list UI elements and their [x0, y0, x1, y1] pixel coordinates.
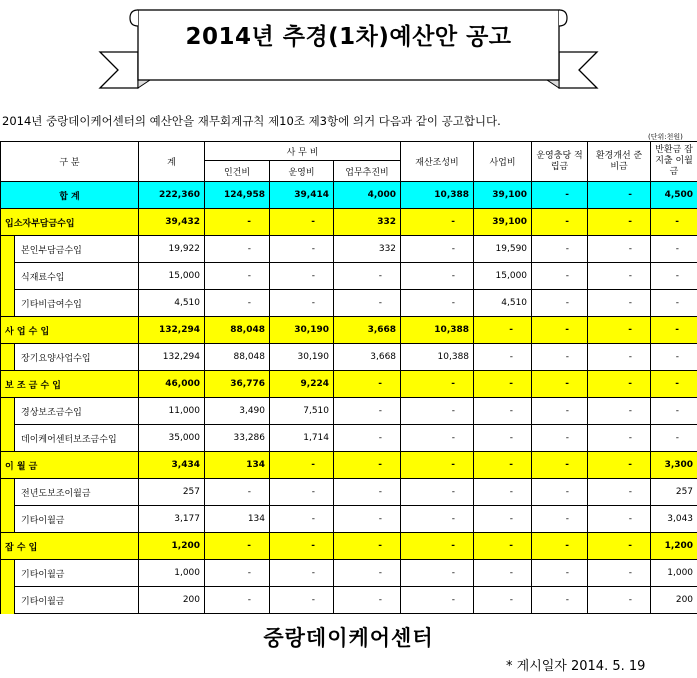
row-indent [1, 479, 15, 506]
cell-value: - [532, 371, 588, 398]
cell-value: - [334, 587, 401, 614]
cell-value: 257 [139, 479, 205, 506]
cell-value: - [651, 425, 697, 452]
row-indent [1, 344, 15, 371]
cell-value: - [532, 587, 588, 614]
cell-value: - [401, 560, 474, 587]
cell-value: - [474, 479, 532, 506]
table-row [1, 263, 697, 290]
cell-value: - [588, 425, 651, 452]
cell-value: - [532, 182, 588, 209]
cell-value: - [588, 479, 651, 506]
cell-value: - [401, 452, 474, 479]
cell-value: - [532, 263, 588, 290]
cell-value: - [588, 398, 651, 425]
cell-value: 1,200 [139, 533, 205, 560]
cell-value: - [588, 533, 651, 560]
cell-value: 10,388 [401, 182, 474, 209]
row-label: 장기요양사업수입 [15, 344, 139, 371]
cell-value: - [474, 398, 532, 425]
cell-value: - [532, 533, 588, 560]
cell-value: - [651, 344, 697, 371]
cell-value: - [205, 263, 270, 290]
cell-value: - [532, 425, 588, 452]
table-row [1, 506, 697, 533]
cell-value: 19,922 [139, 236, 205, 263]
page-title: 2014년 추경(1차)예산안 공고 [185, 24, 512, 50]
post-date: * 게시일자 2014. 5. 19 [506, 659, 646, 674]
cell-value: 222,360 [139, 182, 205, 209]
cell-value: 3,300 [651, 452, 697, 479]
row-indent [1, 398, 15, 425]
row-label: 전년도보조이월금 [15, 479, 139, 506]
cell-value: 30,190 [270, 317, 334, 344]
cell-value: 1,000 [139, 560, 205, 587]
cell-value: - [334, 371, 401, 398]
cell-value: 36,776 [205, 371, 270, 398]
cell-value: - [334, 290, 401, 317]
cell-value: 9,224 [270, 371, 334, 398]
cell-value: - [334, 452, 401, 479]
unit-label: (단위:천원) [648, 133, 683, 141]
header-office: 사 무 비 [205, 142, 401, 161]
row-label: 보 조 금 수 입 [1, 371, 139, 398]
cell-value: 39,100 [474, 209, 532, 236]
cell-value: - [401, 506, 474, 533]
footer-org-name: 중랑데이케어센터 [263, 626, 434, 650]
row-label: 잡 수 입 [1, 533, 139, 560]
cell-value: 332 [334, 209, 401, 236]
cell-value: - [270, 209, 334, 236]
cell-value: 200 [651, 587, 697, 614]
cell-value: 132,294 [139, 344, 205, 371]
cell-value: - [474, 452, 532, 479]
cell-value: - [474, 560, 532, 587]
cell-value: - [270, 560, 334, 587]
cell-value: - [205, 587, 270, 614]
cell-value: - [532, 290, 588, 317]
cell-value: 39,100 [474, 182, 532, 209]
cell-value: 134 [205, 506, 270, 533]
cell-value: - [401, 425, 474, 452]
cell-value: - [401, 398, 474, 425]
cell-value: - [474, 587, 532, 614]
group-row [1, 371, 697, 398]
cell-value: - [270, 263, 334, 290]
cell-value: - [532, 317, 588, 344]
row-indent [1, 236, 15, 263]
cell-value: - [588, 209, 651, 236]
cell-value: - [205, 290, 270, 317]
cell-value: 1,000 [651, 560, 697, 587]
cell-value: - [532, 398, 588, 425]
table-row [1, 236, 697, 263]
cell-value: - [532, 344, 588, 371]
cell-value: - [532, 452, 588, 479]
cell-value: - [270, 533, 334, 560]
cell-value: 3,490 [205, 398, 270, 425]
cell-value: - [334, 533, 401, 560]
budget-body [1, 182, 697, 614]
cell-value: 132,294 [139, 317, 205, 344]
cell-value: 4,500 [651, 182, 697, 209]
table-row [1, 560, 697, 587]
cell-value: 3,668 [334, 317, 401, 344]
cell-value: - [401, 587, 474, 614]
cell-value: - [588, 236, 651, 263]
cell-value: 88,048 [205, 317, 270, 344]
row-indent [1, 425, 15, 452]
row-label: 합 계 [1, 182, 139, 209]
cell-value: 4,000 [334, 182, 401, 209]
cell-value: - [588, 587, 651, 614]
title-ribbon-banner [0, 0, 697, 110]
header-project: 사업비 [474, 142, 532, 182]
cell-value: 3,434 [139, 452, 205, 479]
group-row [1, 317, 697, 344]
header-property: 재산조성비 [401, 142, 474, 182]
cell-value: - [474, 425, 532, 452]
cell-value: - [205, 479, 270, 506]
cell-value: - [334, 263, 401, 290]
header-promotion: 업무추진비 [334, 161, 401, 182]
table-row [1, 425, 697, 452]
table-row [1, 344, 697, 371]
cell-value: - [270, 479, 334, 506]
row-label: 입소자부담금수입 [1, 209, 139, 236]
cell-value: - [588, 506, 651, 533]
intro-text: 2014년 중랑데이케어센터의 예산안을 재무회계규칙 제10조 제3항에 의거 다음과 같이 공고합니다. [2, 114, 501, 128]
group-row [1, 452, 697, 479]
row-label: 데이케어센터보조금수입 [15, 425, 139, 452]
cell-value: - [334, 425, 401, 452]
cell-value: - [474, 533, 532, 560]
row-label: 식재료수입 [15, 263, 139, 290]
table-row [1, 290, 697, 317]
cell-value: 3,668 [334, 344, 401, 371]
cell-value: 124,958 [205, 182, 270, 209]
cell-value: - [651, 371, 697, 398]
cell-value: 4,510 [474, 290, 532, 317]
cell-value: - [588, 344, 651, 371]
row-indent [1, 506, 15, 533]
cell-value: - [401, 479, 474, 506]
cell-value: - [334, 479, 401, 506]
row-label: 기타비급여수입 [15, 290, 139, 317]
row-label: 이 월 금 [1, 452, 139, 479]
cell-value: - [401, 209, 474, 236]
cell-value: 332 [334, 236, 401, 263]
cell-value: 39,432 [139, 209, 205, 236]
row-indent [1, 587, 15, 614]
cell-value: - [588, 317, 651, 344]
table-row [1, 398, 697, 425]
cell-value: - [588, 371, 651, 398]
cell-value: - [532, 560, 588, 587]
row-label: 기타이월금 [15, 560, 139, 587]
row-indent [1, 560, 15, 587]
cell-value: - [651, 209, 697, 236]
cell-value: 10,388 [401, 344, 474, 371]
cell-value: - [474, 371, 532, 398]
header-category: 구 분 [1, 142, 139, 182]
cell-value: - [651, 236, 697, 263]
cell-value: - [474, 317, 532, 344]
cell-value: - [270, 452, 334, 479]
row-label: 기타이월금 [15, 587, 139, 614]
cell-value: 1,714 [270, 425, 334, 452]
row-indent [1, 263, 15, 290]
header-operation: 운영비 [270, 161, 334, 182]
cell-value: 134 [205, 452, 270, 479]
cell-value: - [532, 506, 588, 533]
header-environment-reserve: 환경개선 준비금 [588, 142, 651, 182]
row-label: 경상보조금수입 [15, 398, 139, 425]
cell-value: - [205, 533, 270, 560]
cell-value: 33,286 [205, 425, 270, 452]
cell-value: - [588, 452, 651, 479]
cell-value: - [334, 506, 401, 533]
row-label: 본인부담금수입 [15, 236, 139, 263]
cell-value: 3,043 [651, 506, 697, 533]
cell-value: - [651, 290, 697, 317]
header-operating-reserve: 운영충당 적립금 [532, 142, 588, 182]
cell-value: - [334, 398, 401, 425]
row-label: 기타이월금 [15, 506, 139, 533]
header-labor: 인건비 [205, 161, 270, 182]
cell-value: 35,000 [139, 425, 205, 452]
cell-value: - [532, 479, 588, 506]
cell-value: 15,000 [139, 263, 205, 290]
cell-value: - [270, 290, 334, 317]
cell-value: 30,190 [270, 344, 334, 371]
cell-value: - [205, 236, 270, 263]
cell-value: - [401, 263, 474, 290]
cell-value: 15,000 [474, 263, 532, 290]
cell-value: 257 [651, 479, 697, 506]
group-row [1, 209, 697, 236]
group-row [1, 533, 697, 560]
cell-value: 4,510 [139, 290, 205, 317]
cell-value: - [474, 344, 532, 371]
table-row [1, 479, 697, 506]
total-row [1, 182, 697, 209]
cell-value: 46,000 [139, 371, 205, 398]
cell-value: 200 [139, 587, 205, 614]
header-total: 계 [139, 142, 205, 182]
cell-value: - [588, 182, 651, 209]
budget-table [0, 141, 697, 614]
cell-value: - [401, 236, 474, 263]
cell-value: - [651, 398, 697, 425]
cell-value: - [401, 533, 474, 560]
cell-value: - [588, 560, 651, 587]
cell-value: - [651, 317, 697, 344]
cell-value: 39,414 [270, 182, 334, 209]
cell-value: - [334, 560, 401, 587]
cell-value: - [532, 236, 588, 263]
cell-value: - [588, 290, 651, 317]
cell-value: 88,048 [205, 344, 270, 371]
cell-value: - [205, 560, 270, 587]
row-indent [1, 290, 15, 317]
cell-value: - [270, 506, 334, 533]
cell-value: - [532, 209, 588, 236]
cell-value: - [474, 506, 532, 533]
cell-value: 19,590 [474, 236, 532, 263]
cell-value: - [651, 263, 697, 290]
cell-value: - [205, 209, 270, 236]
cell-value: - [401, 290, 474, 317]
table-row [1, 587, 697, 614]
cell-value: - [270, 236, 334, 263]
header-return: 반환금 잡지출 이월금 [651, 142, 697, 182]
cell-value: 1,200 [651, 533, 697, 560]
row-label: 사 업 수 입 [1, 317, 139, 344]
cell-value: 10,388 [401, 317, 474, 344]
cell-value: 11,000 [139, 398, 205, 425]
cell-value: - [401, 371, 474, 398]
cell-value: 3,177 [139, 506, 205, 533]
cell-value: 7,510 [270, 398, 334, 425]
cell-value: - [588, 263, 651, 290]
cell-value: - [270, 587, 334, 614]
